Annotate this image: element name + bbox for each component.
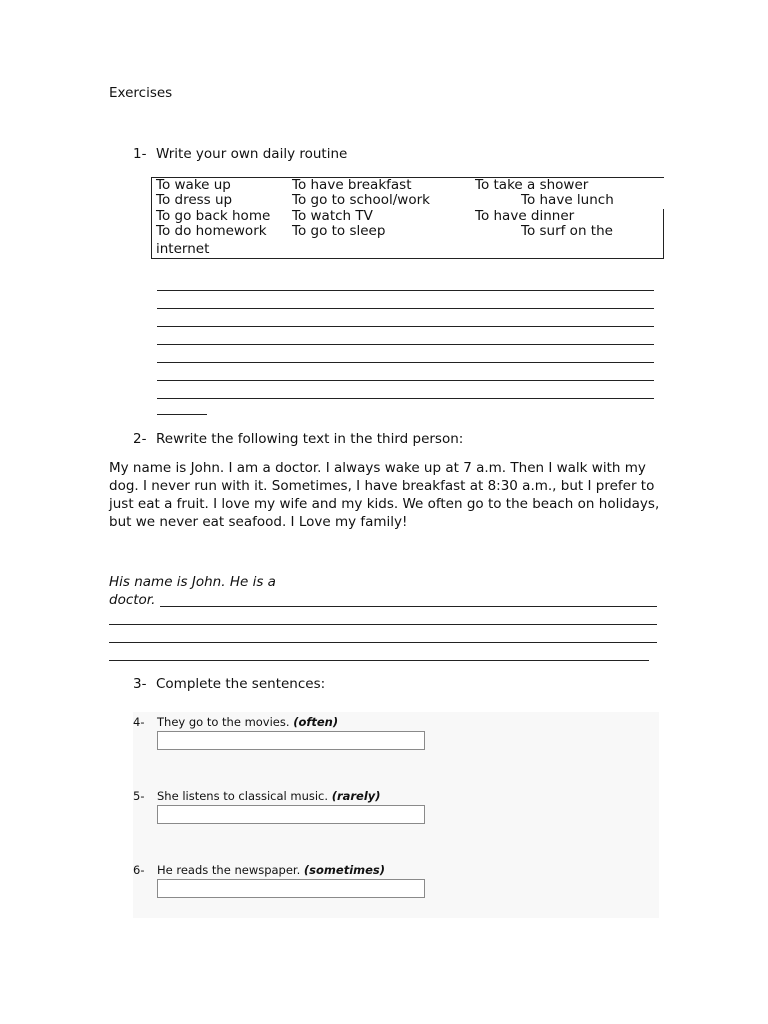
vocab-do-homework: To do homework [156,223,267,239]
item-5-answer-input[interactable] [157,805,425,824]
source-paragraph: My name is John. I am a doctor. I always wake up at 7 a.m. Then I walk with my dog. I never run with it. Sometimes, I have breakfast at 8:30 a.m., but I prefer to just eat a fruit. I love my wife and my kids. We often go to the beach on holidays, but we never eat seafood. I Love my family! [109,460,660,530]
vocab-have-lunch: To have lunch [521,192,614,208]
vocab-wake-up: To wake up [156,177,231,193]
vocab-have-dinner: To have dinner [475,208,575,224]
vocabulary-box [151,177,664,259]
vocab-surf-internet: To surf on the [521,223,613,239]
vocab-go-back-home: To go back home [156,208,271,224]
item-4-adverb: (often) [293,715,339,729]
exercise-2-instruction: Rewrite the following text in the third person: [156,431,464,447]
item-6-sentence [157,863,385,877]
item-6-adverb: (sometimes) [303,863,386,877]
exercise-1-number: 1- [133,146,147,162]
item-6-number: 6- [133,863,145,877]
vocab-internet: internet [156,241,210,257]
item-4-text: They go to the movies. [157,715,290,729]
exercise-1-instruction: Write your own daily routine [156,146,348,162]
exercise-2-number: 2- [133,431,147,447]
item-4-sentence [157,715,338,729]
answer-start-line1: His name is John. He is a [109,574,276,590]
vocab-dress-up: To dress up [156,192,233,208]
vocab-take-shower: To take a shower [475,177,589,193]
item-4-number: 4- [133,715,145,729]
item-5-adverb: (rarely) [331,789,381,803]
exercise-3-number: 3- [133,676,147,692]
item-5-sentence [157,789,381,803]
exercise-3-instruction: Complete the sentences: [156,676,326,692]
vocab-watch-tv: To watch TV [292,208,373,224]
page-title: Exercises [109,85,173,101]
item-4-answer-input[interactable] [157,731,425,750]
vocab-have-breakfast: To have breakfast [292,177,412,193]
item-6-text: He reads the newspaper. [157,863,301,877]
vocab-go-to-school: To go to school/work [292,192,430,208]
item-6-answer-input[interactable] [157,879,425,898]
vocab-go-to-sleep: To go to sleep [292,223,386,239]
item-5-number: 5- [133,789,145,803]
item-5-text: She listens to classical music. [157,789,329,803]
answer-start-line2: doctor. [109,592,156,608]
